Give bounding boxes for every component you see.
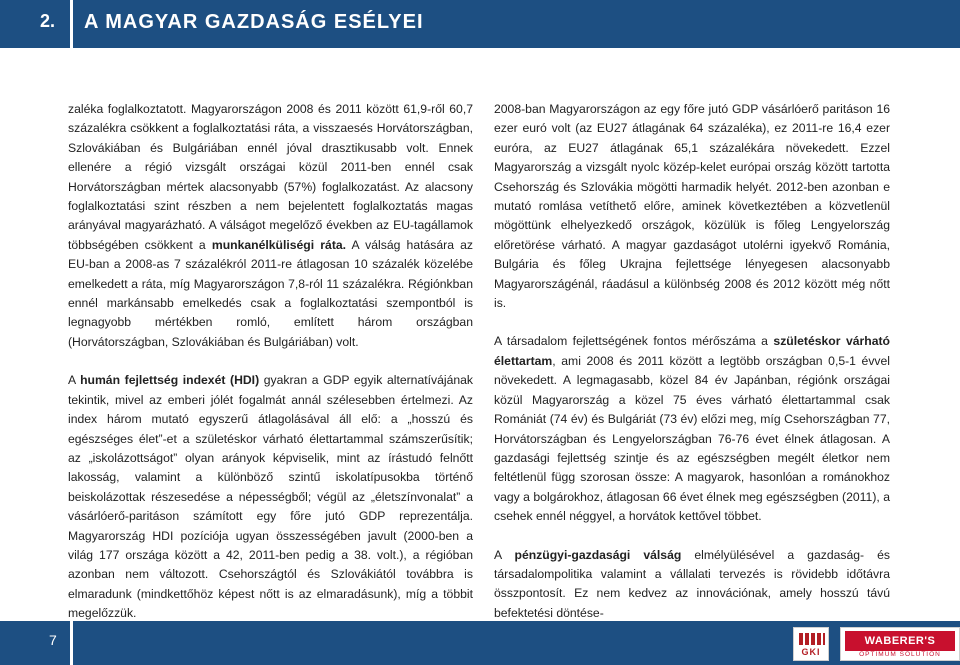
text-run: zaléka foglalkoztatott. Magyarországon 2008 és 2011 között 61,9-ről 60,7 százalékra csökkent a foglalkoztatási ráta, a visszaesés Horvátországban, Szlovákiában és Bulgáriában ennél jóval drasztikusabb volt. Ennek ellenére a régió vizsgált országai közül 2011-ben ennél csak Horvátországban mértek alacsonyabb (57%) foglalkozatást. Az alacsony foglalkoztatási szint részben a nem bejelentett foglalkoztatás magas arányával magyarázható. A válságot megelőző években az EU-tagállamok többségében csökkent a — [68, 102, 473, 252]
waberer-logo-subtitle: OPTIMUM SOLUTION — [859, 651, 941, 658]
bold-term: születéskor várható élettartam — [494, 334, 890, 368]
page-header — [0, 0, 960, 48]
waberer-logo — [840, 627, 960, 661]
text-run: A — [494, 547, 515, 562]
life-expectancy-paragraph — [494, 332, 890, 526]
text-run: gyakran a GDP egyik alternatívájának tekintik, mivel az emberi jólét fogalmát annál szélesebben értelmezi. Az index három mutató egyszerű átlagolásával áll elő: a „hosszú és egészséges élet”-et a születéskor várható élettartammal számszerűsítik; az „iskolázottságot” olyan arányok képviselik, mint az írástudó felnőtt lakosság, valamint a különböző szintű iskolatípusokba történő beiskolázottak részesedése a népességből; végül az „életszínvonalat” a vásárlóerő-paritáson számított egy főre jutó GDP reprezentálja. Magyarország HDI pozíciója ugyan összességében javult (2000-ben a világ 177 országa között a 42, 2011-ben pedig a 38. volt.), a régióban azonban nem változott. Csehországtól és Szlovákiától továbbra is elmaradunk (mindkettőhöz képest nőtt is az elmaradásunk), míg a többit megelőzzük. — [68, 373, 474, 621]
section-title: A MAGYAR GAZDASÁG ESÉLYEI — [84, 11, 424, 33]
waberer-logo-text: WABERER'S — [845, 631, 955, 651]
left-column — [68, 100, 473, 624]
text-run: A válság hatására az EU-ban a 2008-as 7 százalékról 2011-re átlagosan 10 százalék közelébe emelkedett a ráta, míg Magyarországon 7,8-ról 11 százalékra. Régiónkban ennél markánsabb emelkedés csak a foglalkoztatási szempontból is legnagyobb mértékben romló, említett három országban (Horvátországban, Szlovákiában és Bulgáriában) volt. — [68, 237, 474, 349]
gki-logo — [793, 627, 829, 661]
crisis-paragraph — [494, 546, 890, 624]
page-number-box — [0, 621, 73, 665]
text-run: A társadalom fejlettségének fontos mérőszáma a — [494, 334, 774, 349]
gdp-paragraph: 2008-ban Magyarországon az egy főre jutó GDP vásárlóerő paritáson 16 ezer euró volt (az EU27 átlagának 64 százaléka), ez 2011-re 16,4 ezer euróra, az EU27 átlagának 65,1 százalékára növekedett. Ezzel Magyarország a vizsgált nyolc közép-kelet európai ország között tartotta Csehország és Szlovákia mögötti harmadik helyét. 2012-ben azonban e mutató romlása vetíthető előre, aminek következtében a közvetlenül mögöttünk elhelyezkedő országok, közülük is főleg Lengyelország előretörése várható. A magyar gazdaságot utolérni igyekvő Románia, Bulgária és főleg Ukrajna fejlettsége lényegesen alacsonyabb Magyarországénál, ráadásul a különbség 2008 és 2012 között még nőtt is. — [494, 102, 890, 311]
employment-paragraph — [68, 100, 473, 352]
text-run: elmélyülésével a gazdaság- és társadalompolitika valamint a vállalati tervezés is rövidebb időtávra összpontosít. Ez nem kedvez az innovációnak, amely hosszú távú befektetési döntése- — [494, 547, 891, 620]
text-run: A — [68, 373, 81, 388]
bold-term: humán fejlettség indexét (HDI) — [80, 373, 260, 388]
bold-term: munkanélküliségi ráta. — [211, 237, 347, 252]
gki-logo-bars-icon — [799, 633, 825, 645]
right-column — [494, 100, 890, 623]
section-number: 2. — [40, 11, 56, 31]
gki-logo-text: GKI — [801, 647, 821, 657]
text-run: , ami 2008 és 2011 között a legtöbb országban 0,5-1 évvel növekedett. A legmagasabb, közel 84 év Japánban, régiónk országai közül Magyarország a közel 75 éves várható élettartammal csak Romániát (74 év) és Bulgáriát (73 év) előzi meg, míg Csehországban 77, Horvátországban és Lengyelországban 76-76 évet élnek átlagosan. A gazdasági fejlettség szintje és az egészségben megélt életkor nem feltétlenül függ szorosan össze: A magyarok, hasonlóan a románokhoz vagy a bolgárokhoz, átlagosan 66 évet élnek meg egészségben (2011), a csehek ennél néggyel, a horvátok kettővel többet. — [494, 353, 890, 524]
page-number: 7 — [49, 632, 57, 648]
section-number-box — [0, 0, 73, 48]
hdi-paragraph — [68, 371, 473, 623]
bold-term: pénzügyi-gazdasági válság — [514, 547, 682, 562]
